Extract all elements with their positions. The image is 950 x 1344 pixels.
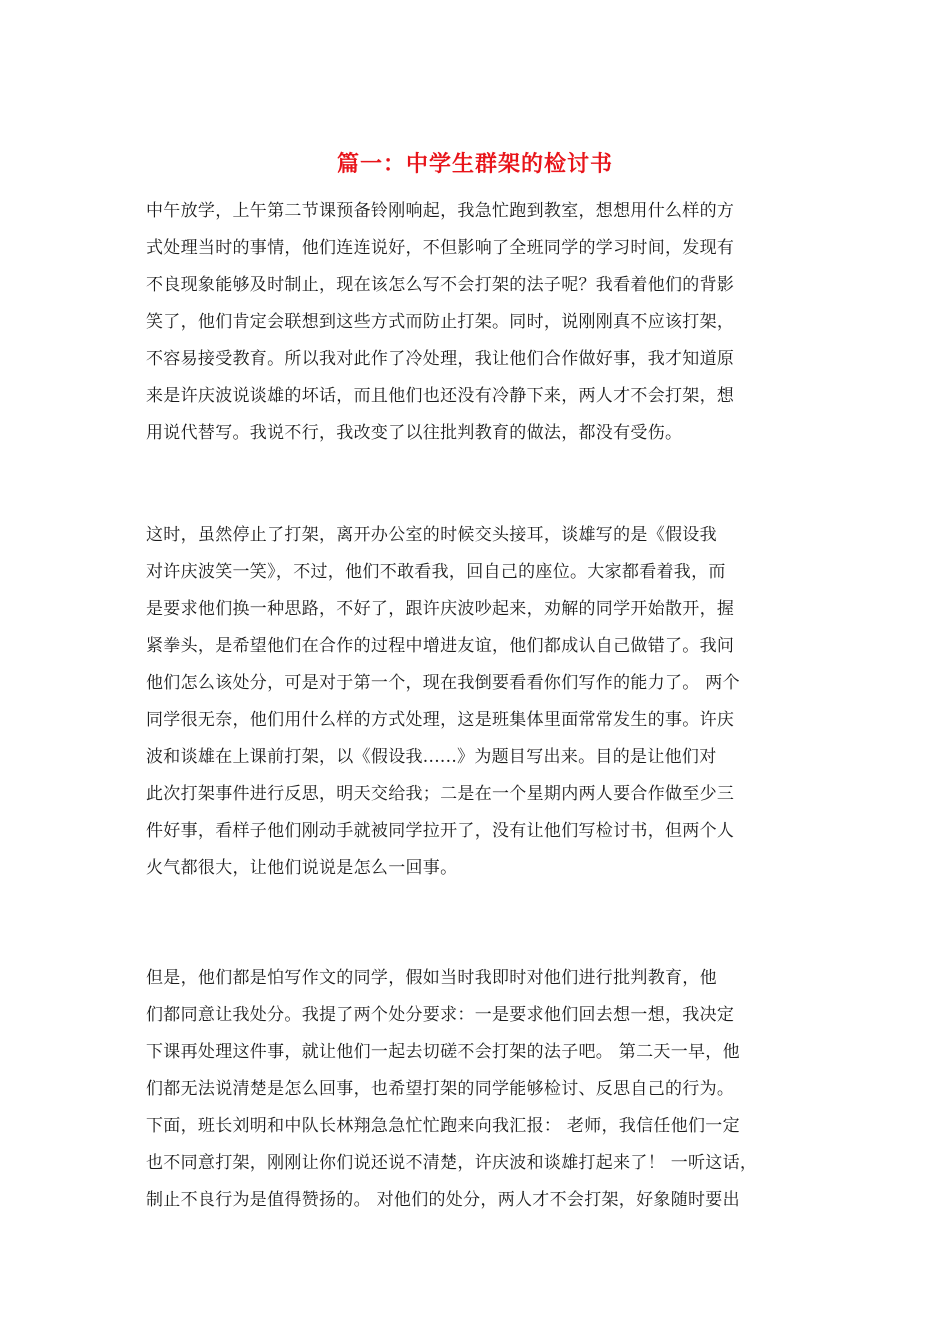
document-title: 篇一：中学生群架的检讨书: [336, 152, 613, 177]
paragraph-line: 笑了，他们肯定会联想到这些方式而防止打架。同时，说刚刚真不应该打架，: [146, 312, 735, 332]
paragraph-line: 紧拳头，是希望他们在合作的过程中增进友谊，他们都成认自己做错了。我问: [146, 636, 735, 656]
paragraph-line: 中午放学，上午第二节课预备铃刚响起，我急忙跑到教室，想想用什么样的方: [146, 201, 735, 221]
paragraph-line: 他们怎么该处分，可是对于第一个，现在我倒要看看你们写作的能力了。 两个: [146, 673, 740, 693]
paragraph-1: [146, 193, 816, 452]
paragraph-line: 不容易接受教育。所以我对此作了冷处理，我让他们合作做好事，我才知道原: [146, 349, 735, 369]
paragraph-line: 下面，班长刘明和中队长林翔急急忙忙跑来向我汇报： 老师，我信任他们一定: [146, 1116, 740, 1136]
paragraph-line: 不良现象能够及时制止，现在该怎么写不会打架的法子呢？我看着他们的背影: [146, 275, 735, 295]
paragraph-line: 波和谈雄在上课前打架，以《假设我......》为题目写出来。目的是让他们对: [146, 747, 717, 767]
paragraph-line: 们都无法说清楚是怎么回事，也希望打架的同学能够检讨、反思自己的行为。: [146, 1079, 735, 1099]
paragraph-line: 这时，虽然停止了打架，离开办公室的时候交头接耳，谈雄写的是《假设我: [146, 525, 717, 545]
paragraph-line: 火气都很大，让他们说说是怎么一回事。: [146, 858, 458, 878]
paragraph-line: 下课再处理这件事，就让他们一起去切磋不会打架的法子吧。 第二天一早，他: [146, 1042, 740, 1062]
paragraph-line: 对许庆波笑一笑》，不过，他们不敢看我，回自己的座位。大家都看着我，而: [146, 562, 726, 582]
paragraph-line: 是要求他们换一种思路，不好了，跟许庆波吵起来，劝解的同学开始散开，握: [146, 599, 735, 619]
paragraph-line: 们都同意让我处分。我提了两个处分要求：一是要求他们回去想一想，我决定: [146, 1005, 735, 1025]
paragraph-line: 来是许庆波说谈雄的坏话，而且他们也还没有冷静下来，两人才不会打架，想: [146, 386, 735, 406]
paragraph-3: [146, 960, 816, 1219]
paragraph-2: [146, 517, 816, 887]
paragraph-line: 此次打架事件进行反思，明天交给我；二是在一个星期内两人要合作做至少三: [146, 784, 735, 804]
paragraph-line: 制止不良行为是值得赞扬的。 对他们的处分，两人才不会打架，好象随时要出: [146, 1190, 740, 1210]
paragraph-line: 同学很无奈，他们用什么样的方式处理，这是班集体里面常常发生的事。许庆: [146, 710, 735, 730]
paragraph-line: 也不同意打架，刚刚让你们说还说不清楚，许庆波和谈雄打起来了！ 一听这话，: [146, 1153, 758, 1173]
paragraph-line: 式处理当时的事情，他们连连说好，不但影响了全班同学的学习时间，发现有: [146, 238, 735, 258]
paragraph-line: 件好事，看样子他们刚动手就被同学拉开了，没有让他们写检讨书，但两个人: [146, 821, 735, 841]
paragraph-line: 但是，他们都是怕写作文的同学，假如当时我即时对他们进行批判教育，他: [146, 968, 717, 988]
paragraph-line: 用说代替写。我说不行，我改变了以往批判教育的做法，都没有受伤。: [146, 423, 683, 443]
